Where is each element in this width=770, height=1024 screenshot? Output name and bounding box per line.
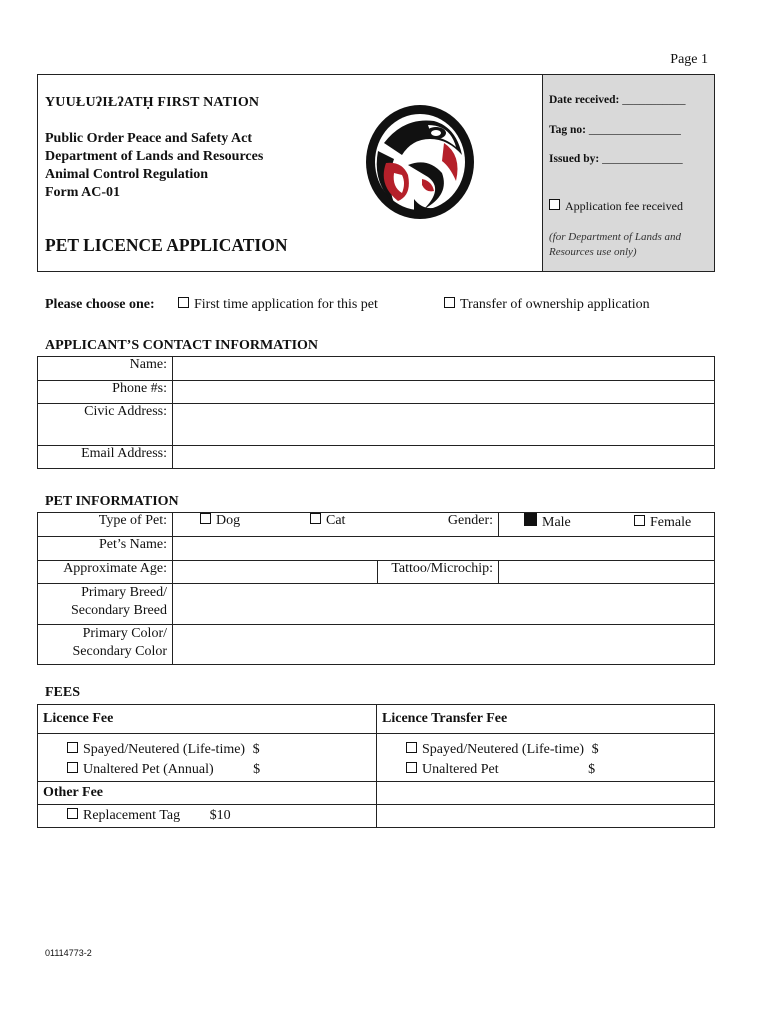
color-label-line: Primary Color/: [82, 626, 167, 641]
other-fee-blank: [377, 782, 715, 805]
spayed-lifetime-label: Spayed/Neutered (Life-time): [83, 742, 246, 757]
male-option[interactable]: [524, 513, 634, 531]
transfer-fee-options: [377, 734, 715, 782]
breed-label: [38, 584, 173, 625]
unaltered-annual-label: Unaltered Pet (Annual): [83, 762, 214, 777]
form-title: PET LICENCE APPLICATION: [45, 235, 288, 255]
pet-type-label: Type of Pet:: [38, 513, 173, 537]
email-field[interactable]: [173, 446, 715, 469]
office-use-note: [549, 230, 681, 260]
other-fee-header: Other Fee: [38, 782, 377, 805]
unaltered-annual-option[interactable]: [67, 760, 371, 780]
replacement-tag-checkbox[interactable]: [67, 808, 78, 819]
first-nation-logo: [364, 103, 476, 221]
pet-heading: PET INFORMATION: [45, 494, 179, 509]
fees-table: [37, 704, 715, 828]
phone-label: Phone #s:: [38, 381, 173, 404]
fee-received-label: Application fee received: [565, 199, 683, 213]
contact-table: [37, 356, 715, 469]
cat-checkbox[interactable]: [310, 513, 321, 524]
transfer-spayed-option[interactable]: [406, 740, 709, 760]
transfer-spayed-dollar: $: [591, 742, 599, 757]
transfer-unaltered-label: Unaltered Pet: [422, 762, 499, 777]
tag-no-field[interactable]: ________________: [588, 124, 681, 136]
transfer-label: Transfer of ownership application: [460, 297, 650, 312]
choose-label-text: Please choose one:: [45, 297, 155, 312]
act-line: Public Order Peace and Safety Act: [45, 131, 252, 146]
name-label: Name:: [38, 357, 173, 381]
office-use-panel: [542, 75, 714, 271]
date-received-label: Date received:: [549, 94, 620, 106]
email-label: Email Address:: [38, 446, 173, 469]
transfer-unaltered-checkbox[interactable]: [406, 762, 417, 773]
female-label: Female: [650, 515, 692, 530]
unaltered-annual-checkbox[interactable]: [67, 762, 78, 773]
gender-options: [499, 513, 715, 537]
tag-no-row: [549, 124, 681, 136]
phone-field[interactable]: [173, 381, 715, 404]
transfer-checkbox[interactable]: [444, 297, 455, 308]
color-label-line: Secondary Color: [72, 644, 167, 659]
cat-label: Cat: [326, 513, 346, 528]
dog-checkbox[interactable]: [200, 513, 211, 524]
color-label: [38, 625, 173, 665]
color-field[interactable]: [173, 625, 715, 665]
form-number: Form AC-01: [45, 185, 121, 200]
pet-table: [37, 512, 715, 665]
choose-label: [45, 297, 155, 313]
cat-option[interactable]: [310, 513, 345, 529]
replacement-tag-blank: [377, 805, 715, 828]
transfer-spayed-checkbox[interactable]: [406, 742, 417, 753]
first-time-option[interactable]: [178, 297, 378, 313]
replacement-tag-price: $10: [209, 808, 231, 823]
act-details: [45, 130, 263, 202]
female-option[interactable]: [634, 515, 691, 531]
pet-name-field[interactable]: [173, 537, 715, 561]
dog-label: Dog: [216, 513, 241, 528]
issued-by-field[interactable]: ______________: [602, 153, 683, 165]
address-field[interactable]: [173, 404, 715, 446]
date-received-row: [549, 94, 685, 106]
fees-heading: FEES: [45, 685, 81, 700]
fee-received-option[interactable]: [549, 199, 683, 214]
first-time-label: First time application for this pet: [194, 297, 378, 312]
form-code: 01114773-2: [45, 948, 92, 958]
spayed-lifetime-dollar: $: [252, 742, 260, 757]
male-label: Male: [542, 515, 571, 530]
date-received-field[interactable]: ___________: [622, 94, 686, 106]
tattoo-label: Tattoo/Microchip:: [378, 561, 499, 584]
issued-by-row: [549, 153, 683, 165]
tag-no-label: Tag no:: [549, 124, 586, 136]
gender-label: Gender:: [447, 513, 493, 528]
licence-fee-header: Licence Fee: [38, 705, 377, 734]
transfer-spayed-label: Spayed/Neutered (Life-time): [422, 742, 585, 757]
office-note-line: (for Department of Lands and: [549, 231, 681, 243]
female-checkbox[interactable]: [634, 515, 645, 526]
nation-name: YUUŁUʔIŁʔATḤ FIRST NATION: [45, 95, 260, 110]
breed-field[interactable]: [173, 584, 715, 625]
issued-by-label: Issued by:: [549, 153, 600, 165]
unaltered-annual-dollar: $: [253, 762, 261, 777]
act-line: Animal Control Regulation: [45, 167, 209, 182]
form-header: [37, 74, 715, 272]
transfer-fee-header: Licence Transfer Fee: [377, 705, 715, 734]
dog-option[interactable]: [200, 513, 310, 529]
page-number: Page 1: [670, 52, 708, 67]
replacement-tag-option[interactable]: [67, 808, 180, 823]
transfer-unaltered-option[interactable]: [406, 760, 709, 780]
age-field[interactable]: [173, 561, 378, 584]
male-checkbox-checked[interactable]: [524, 513, 537, 526]
name-field[interactable]: [173, 357, 715, 381]
licence-fee-options: [38, 734, 377, 782]
spayed-lifetime-option[interactable]: [67, 740, 371, 760]
replacement-tag-label: Replacement Tag: [83, 808, 181, 823]
pet-type-options: [173, 513, 499, 537]
fee-received-checkbox[interactable]: [549, 199, 560, 210]
breed-label-line: Primary Breed/: [81, 585, 167, 600]
breed-label-line: Secondary Breed: [70, 603, 167, 618]
address-label: Civic Address:: [38, 404, 173, 446]
spayed-lifetime-checkbox[interactable]: [67, 742, 78, 753]
act-line: Department of Lands and Resources: [45, 149, 264, 164]
transfer-option[interactable]: [444, 297, 650, 313]
age-label: Approximate Age:: [38, 561, 173, 584]
first-time-checkbox[interactable]: [178, 297, 189, 308]
replacement-tag-cell: [38, 805, 377, 828]
transfer-unaltered-dollar: $: [588, 762, 596, 777]
contact-heading: APPLICANT’S CONTACT INFORMATION: [45, 338, 319, 353]
pet-name-label: Pet’s Name:: [38, 537, 173, 561]
office-note-line: Resources use only): [549, 246, 637, 258]
tattoo-field[interactable]: [499, 561, 715, 584]
